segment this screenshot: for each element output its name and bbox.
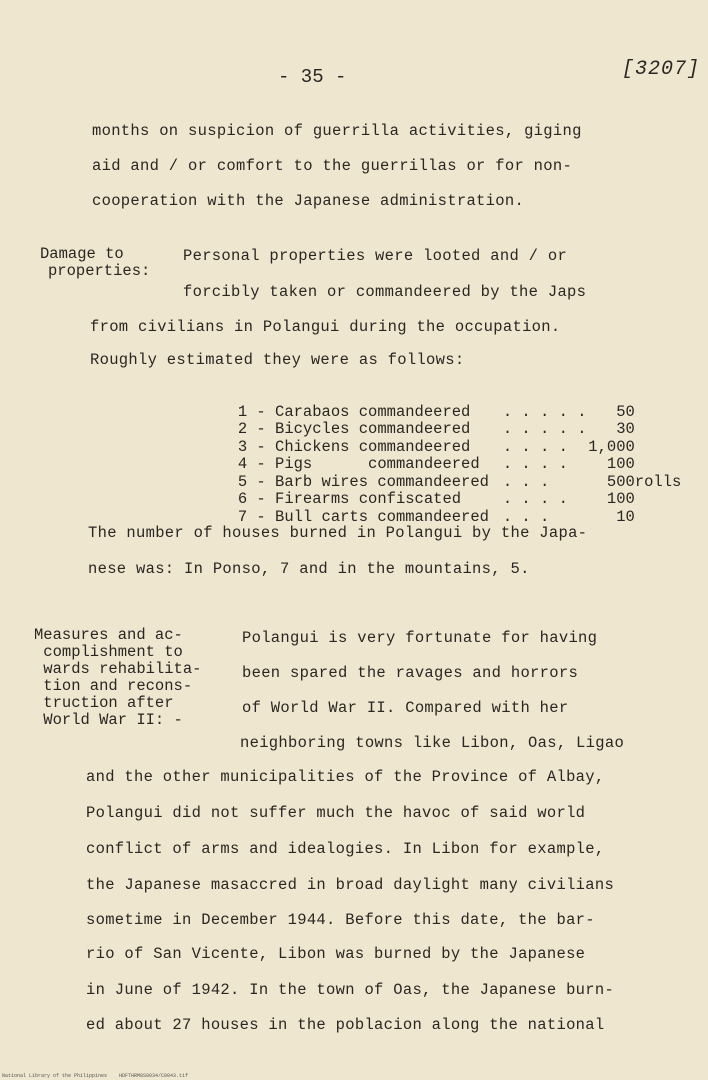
scan-footer: National Library of the Philippines HDFTHRM8S0034/C0043.tif — [2, 1073, 189, 1079]
measures-text-line: in June of 1942. In the town of Oas, the Japanese burn- — [86, 981, 615, 999]
houses-line: The number of houses burned in Polangui by the Japa- — [88, 524, 588, 542]
item-quantity: 10 — [616, 507, 635, 526]
measures-label-line: wards rehabilita- — [34, 660, 202, 678]
measures-text-line: conflict of arms and idealogies. In Libon for example, — [86, 840, 605, 858]
measures-text-line: Polangui is very fortunate for having — [242, 629, 598, 647]
measures-text-line: sometime in December 1944. Before this date, the bar- — [86, 911, 595, 929]
item-label: 6 - Firearms confiscated — [237, 490, 462, 508]
item-dots: . . . . — [502, 437, 568, 456]
item-dots: . . . . . — [502, 420, 587, 438]
item-label: 2 - Bicycles commandeered — [237, 420, 471, 438]
measures-text-line: rio of San Vicente, Libon was burned by the Japanese — [86, 945, 586, 963]
measures-text-line: and the other municipalities of the Province of Albay, — [86, 768, 605, 786]
damage-label-line: properties: — [48, 262, 151, 280]
page-number: - 35 - — [278, 66, 347, 88]
measures-text-line: of World War II. Compared with her — [242, 699, 569, 717]
measures-label-line: World War II: - — [34, 711, 183, 729]
intro-line: cooperation with the Japanese administration. — [92, 192, 525, 210]
houses-line: nese was: In Ponso, 7 and in the mountains, 5. — [88, 560, 530, 578]
measures-label-line: complishment to — [34, 643, 183, 661]
measures-text-line: the Japanese masaccred in broad daylight many civilians — [86, 876, 615, 894]
measures-label-line: truction after — [34, 694, 174, 712]
item-dots: . . . — [502, 472, 550, 491]
archive-reference: [3207] — [622, 58, 701, 81]
damage-text-line: from civilians in Polangui during the occupation. — [90, 318, 561, 336]
item-dots: . . . . . — [502, 402, 587, 421]
item-label: 7 - Bull carts commandeered — [237, 507, 489, 526]
item-unit: rolls — [634, 472, 682, 491]
item-quantity: 100 — [606, 455, 635, 473]
list-item — [182, 386, 681, 421]
item-quantity: 50 — [616, 402, 635, 421]
item-label: 5 - Barb wires commandeered — [237, 472, 489, 491]
item-quantity: 100 — [606, 490, 635, 508]
item-label: 4 - Pigs commandeered — [237, 455, 480, 473]
item-dots: . . . — [502, 507, 550, 526]
item-dots: . . . . — [502, 490, 568, 508]
item-quantity: 30 — [616, 420, 635, 438]
intro-line: aid and / or comfort to the guerrillas or for non- — [92, 157, 573, 175]
measures-label-line: tion and recons- — [34, 677, 193, 695]
measures-text-line: ed about 27 houses in the poblacion along the national — [86, 1016, 605, 1034]
item-dots: . . . . — [502, 455, 568, 473]
damage-text-line: Personal properties were looted and / or — [183, 247, 568, 265]
measures-text-line: Polangui did not suffer much the havoc of said world — [86, 804, 586, 822]
measures-text-line: neighboring towns like Libon, Oas, Ligao — [240, 734, 625, 752]
damage-label-line: Damage to — [40, 245, 124, 263]
item-quantity: 1,000 — [588, 437, 635, 456]
intro-line: months on suspicion of guerrilla activities, giging — [92, 122, 582, 140]
item-quantity: 500 — [606, 472, 635, 491]
damage-list — [182, 386, 682, 526]
damage-text-line: Roughly estimated they were as follows: — [90, 351, 465, 369]
damage-text-line: forcibly taken or commandeered by the Japs — [183, 283, 587, 301]
item-label: 3 - Chickens commandeered — [237, 437, 471, 456]
measures-label-line: Measures and ac- — [34, 626, 183, 644]
item-label: 1 - Carabaos commandeered — [237, 402, 471, 421]
measures-text-line: been spared the ravages and horrors — [242, 664, 579, 682]
